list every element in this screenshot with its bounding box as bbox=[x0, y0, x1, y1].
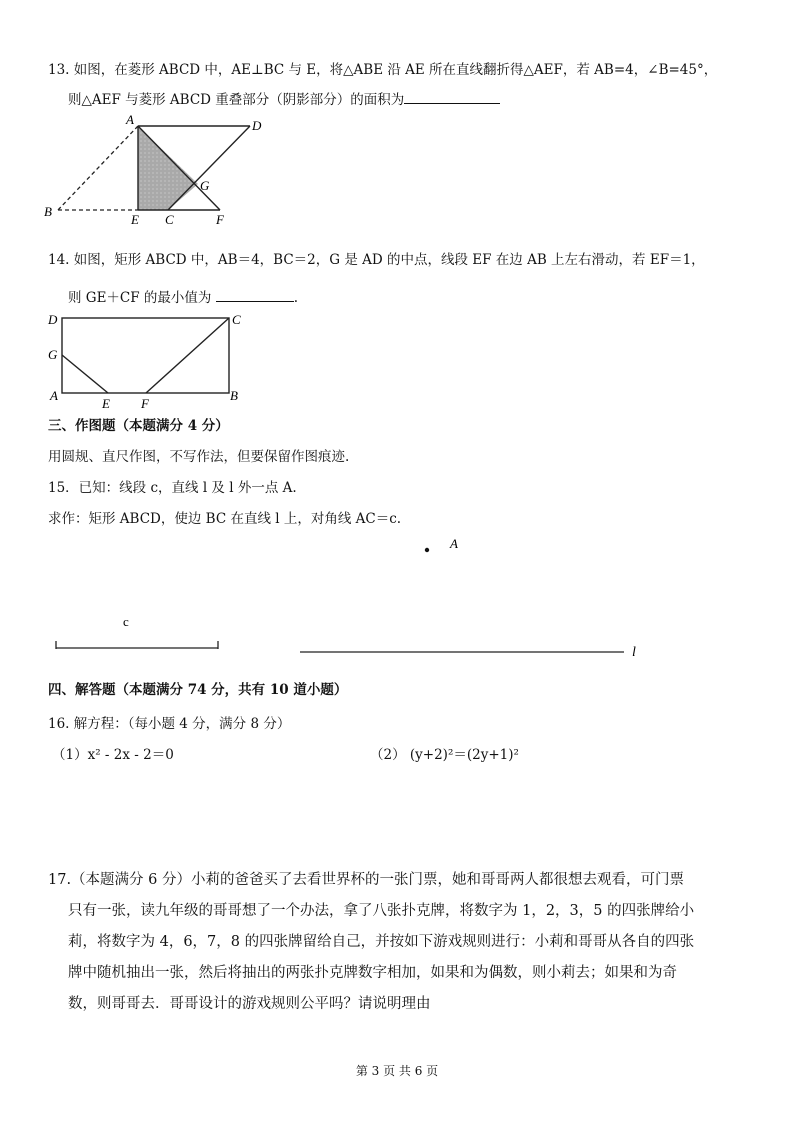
q14-figure bbox=[44, 308, 250, 412]
q15-given: 15．已知：线段 c，直线 l 及 l 外一点 A. bbox=[48, 480, 297, 496]
q13-label-A: A bbox=[126, 112, 134, 127]
q14-rectangle-ABCD bbox=[62, 318, 229, 393]
q17-line-4: 牌中随机抽出一张，然后将抽出的两张扑克牌数字相加，如果和为偶数，则小莉去；如果和为奇 bbox=[68, 965, 677, 981]
page-footer: 第 3 页 共 6 页 bbox=[355, 1064, 439, 1078]
q14-label-D: D bbox=[48, 312, 58, 327]
q13-segment-AB bbox=[58, 126, 138, 210]
q13-label-C: C bbox=[165, 212, 174, 224]
q14-segment-GE bbox=[62, 355, 108, 393]
q16-part1: （1）x² - 2x - 2＝0 bbox=[52, 747, 174, 763]
q13-label-E: E bbox=[131, 212, 139, 224]
answer-blank-q13[interactable] bbox=[404, 91, 500, 104]
q17-line-2: 只有一张，读九年级的哥哥想了一个办法，拿了八张扑克牌，将数字为 1，2，3，5 的四张牌给小 bbox=[68, 903, 695, 919]
q15-task: 求作：矩形 ABCD，使边 BC 在直线 l 上，对角线 AC＝c. bbox=[48, 511, 402, 527]
answer-blank-q14[interactable] bbox=[216, 289, 294, 302]
q13-shaded-region bbox=[138, 126, 198, 210]
q16-title: 16. 解方程：（每小题 4 分，满分 8 分） bbox=[48, 716, 291, 732]
q14-line2 bbox=[68, 286, 298, 306]
q13-line1: 13. 如图，在菱形 ABCD 中，AE⊥BC 与 E，将△ABE 沿 AE 所在直线翻折得△AEF，若 AB=4，∠B=45°， bbox=[48, 62, 718, 78]
q16-part2: （2） (y+2)²＝(2y+1)² bbox=[370, 747, 519, 763]
q14-label-C: C bbox=[232, 312, 241, 327]
q14-line1: 14. 如图，矩形 ABCD 中，AB＝4，BC＝2，G 是 AD 的中点，线段 EF 在边 AB 上左右滑动，若 EF＝1， bbox=[48, 252, 705, 268]
q14-label-B: B bbox=[230, 388, 238, 403]
q14-label-E: E bbox=[102, 396, 110, 411]
q15-segment-c-label: c bbox=[123, 614, 129, 629]
q13-label-F: F bbox=[216, 212, 224, 224]
q17-line-3: 莉，将数字为 4，6，7，8 的四张牌留给自己，并按如下游戏规则进行：小莉和哥哥从各自的四张 bbox=[68, 934, 695, 950]
q14-segment-FC bbox=[146, 318, 229, 393]
q13-label-G: G bbox=[200, 178, 210, 193]
section3-instruction: 用圆规、直尺作图，不写作法，但要保留作图痕迹. bbox=[48, 449, 350, 465]
q14-line2-text: 则 GE＋CF 的最小值为 bbox=[68, 290, 212, 306]
q13-figure bbox=[40, 112, 280, 224]
q15-figure bbox=[40, 530, 660, 670]
q15-point-A bbox=[425, 548, 429, 552]
q13-line2 bbox=[68, 88, 500, 108]
q13-label-D: D bbox=[252, 118, 262, 133]
q13-line2-text: 则△AEF 与菱形 ABCD 重叠部分（阴影部分）的面积为 bbox=[68, 92, 405, 108]
section4-heading: 四、解答题（本题满分 74 分，共有 10 道小题） bbox=[48, 682, 348, 698]
section3-heading: 三、作图题（本题满分 4 分） bbox=[48, 418, 229, 434]
q17-line-5: 数，则哥哥去．哥哥设计的游戏规则公平吗？请说明理由 bbox=[68, 996, 431, 1012]
q15-line-l-label: l bbox=[632, 645, 636, 660]
q14-label-G: G bbox=[48, 347, 58, 362]
q14-label-A: A bbox=[50, 388, 58, 403]
q13-label-B: B bbox=[44, 204, 52, 219]
q14-line2-end: . bbox=[293, 290, 299, 306]
q15-point-A-label: A bbox=[450, 536, 458, 551]
q17-line-1: 17.（本题满分 6 分）小莉的爸爸买了去看世界杯的一张门票，她和哥哥两人都很想去观看，可门票 bbox=[48, 872, 684, 888]
q14-label-F: F bbox=[141, 396, 149, 411]
